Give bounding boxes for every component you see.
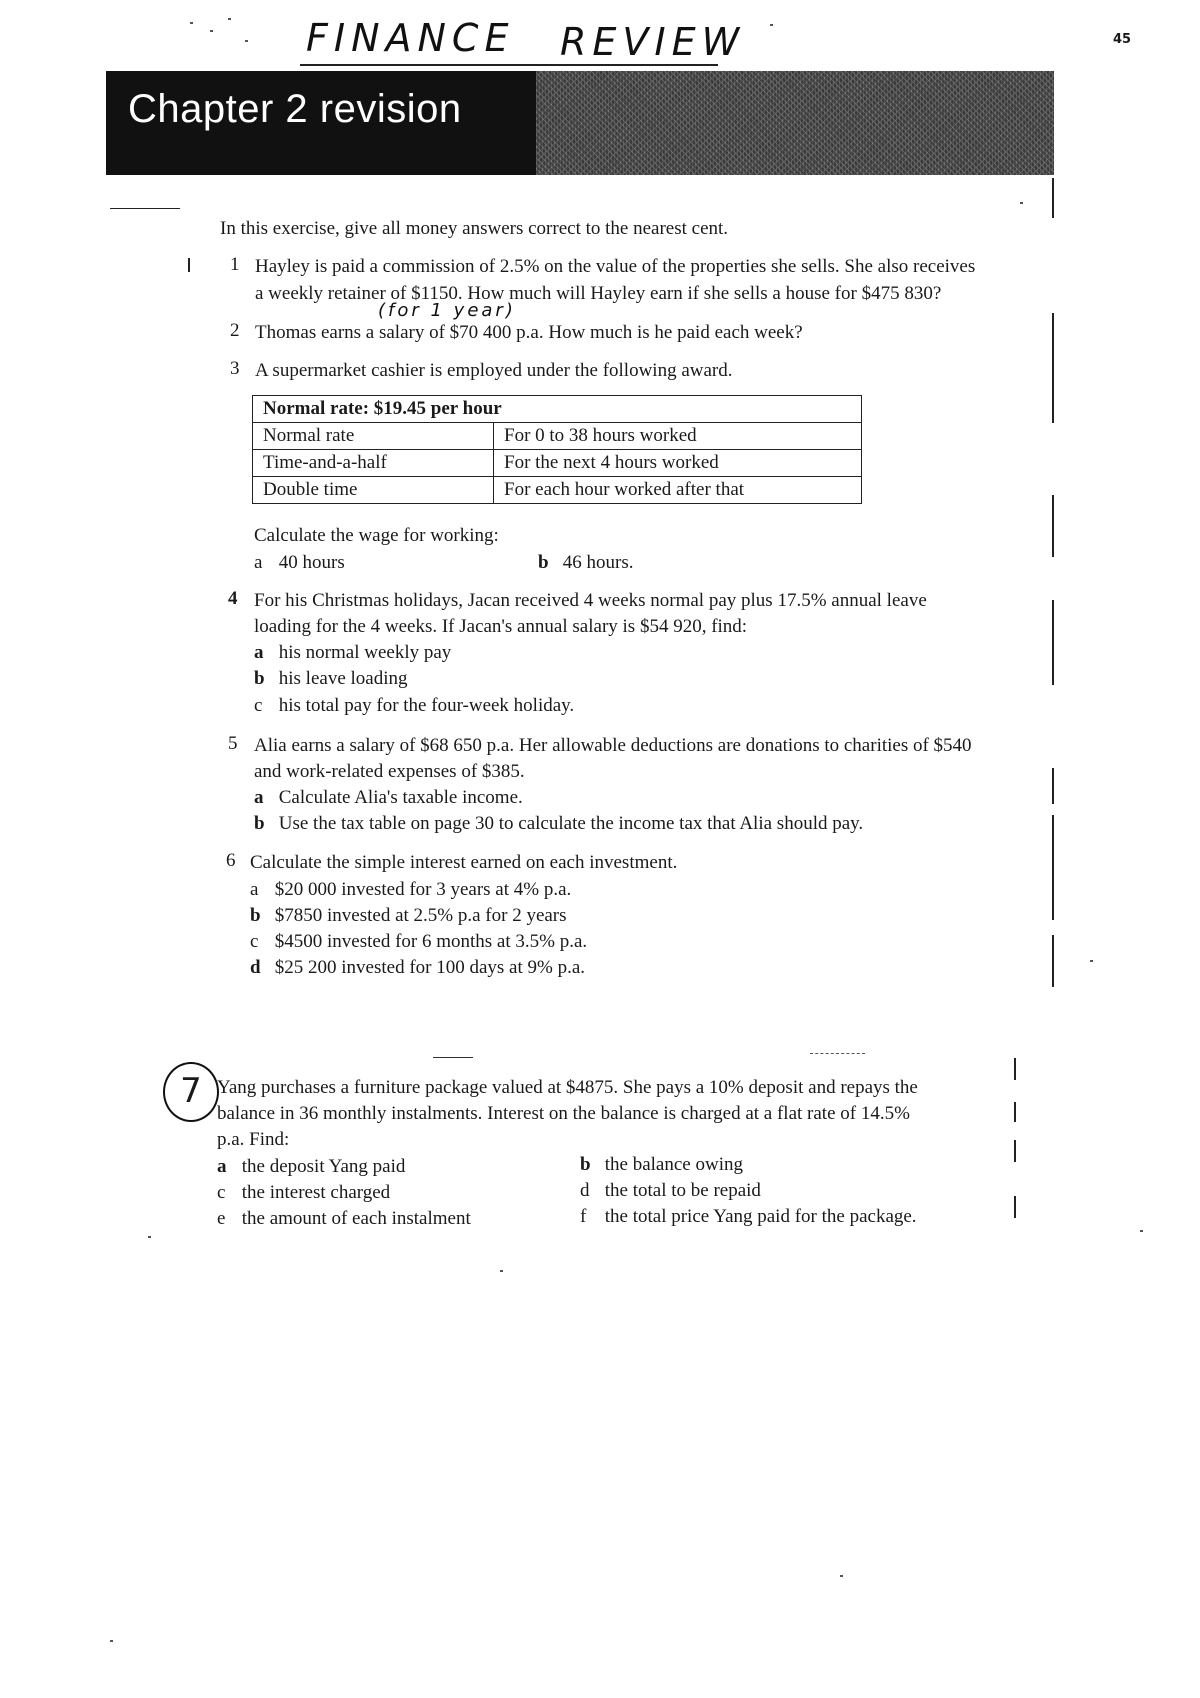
question-7-line-1: Yang purchases a furniture package valued at $4875. She pays a 10% deposit and repays the [217, 1077, 918, 1098]
table-cell-hours: For each hour worked after that [494, 477, 862, 504]
question-number: 3 [230, 358, 240, 379]
scan-speck [840, 1575, 843, 1577]
part-label: b [250, 905, 261, 926]
margin-bar [1052, 600, 1054, 685]
table-cell-rate: Normal rate [253, 423, 494, 450]
question-number: 2 [230, 320, 240, 341]
chapter-title: Chapter 2 revision [128, 87, 462, 131]
part-label: a [254, 642, 264, 663]
margin-bar [1014, 1058, 1016, 1080]
question-6-part-b [250, 903, 567, 929]
scan-speck [245, 40, 248, 42]
margin-bar [1052, 178, 1054, 218]
part-label: d [250, 957, 261, 978]
question-6-part-c [250, 929, 587, 955]
question-7-part-c [217, 1180, 390, 1206]
part-text: $4500 invested for 6 months at 3.5% p.a. [274, 931, 588, 952]
margin-bar [1052, 768, 1054, 804]
chapter-banner [106, 71, 1054, 175]
question-7-part-f [580, 1204, 917, 1230]
question-7-part-d [580, 1178, 761, 1204]
margin-dash [110, 208, 180, 209]
table-row [253, 423, 862, 450]
part-text: his leave loading [278, 668, 408, 689]
award-table-header-row [253, 396, 862, 423]
margin-bar [1014, 1196, 1016, 1218]
question-4-part-c [254, 693, 574, 719]
handwritten-title-finance: FINANCE [306, 16, 515, 60]
handwritten-title-review: REVIEW [560, 20, 746, 64]
part-text: the interest charged [241, 1182, 391, 1203]
table-row [253, 477, 862, 504]
part-text: his total pay for the four-week holiday. [278, 695, 575, 716]
part-text: the deposit Yang paid [241, 1156, 406, 1177]
margin-bar [1014, 1140, 1016, 1162]
question-5-line-1: Alia earns a salary of $68 650 p.a. Her allowable deductions are donations to charities of $540 [254, 735, 972, 756]
part-text: Calculate Alia's taxable income. [278, 787, 523, 808]
part-label: c [254, 695, 263, 716]
part-text: 40 hours [278, 552, 345, 573]
question-2-line-1: Thomas earns a salary of $70 400 p.a. How much is he paid each week? [255, 322, 803, 343]
margin-tick [188, 258, 190, 272]
question-7-line-2: balance in 36 monthly instalments. Interest on the balance is charged at a flat rate of 14.5% [217, 1103, 910, 1124]
question-7-line-3: p.a. Find: [217, 1129, 290, 1150]
question-3-part-b [538, 550, 633, 576]
margin-bar [1052, 495, 1054, 557]
question-number: 4 [228, 588, 238, 609]
separator-dash [433, 1057, 473, 1058]
circled-number-7: 7 [163, 1062, 219, 1122]
part-label: b [254, 668, 265, 689]
question-4-line-1: For his Christmas holidays, Jacan received 4 weeks normal pay plus 17.5% annual leave [254, 590, 927, 611]
part-text: $25 200 invested for 100 days at 9% p.a. [274, 957, 586, 978]
part-label: a [254, 787, 264, 808]
question-number: 5 [228, 733, 238, 754]
question-3-prompt: Calculate the wage for working: [254, 525, 499, 546]
part-label: d [580, 1180, 590, 1201]
question-1-line-1: Hayley is paid a commission of 2.5% on the value of the properties she sells. She also receives [255, 256, 976, 277]
question-4-part-b [254, 666, 408, 692]
scan-speck [1020, 202, 1023, 204]
part-label: b [580, 1154, 591, 1175]
question-5-part-a [254, 785, 523, 811]
part-label: b [538, 552, 549, 573]
scan-speck [500, 1270, 503, 1272]
question-7-part-b [580, 1152, 743, 1178]
part-text: $7850 invested at 2.5% p.a for 2 years [274, 905, 567, 926]
part-text: the balance owing [604, 1154, 743, 1175]
question-number: 1 [230, 254, 240, 275]
part-text: Use the tax table on page 30 to calculate the income tax that Alia should pay. [278, 813, 864, 834]
question-4-part-a [254, 640, 451, 666]
question-6-part-a [250, 877, 571, 903]
scan-speck [1140, 1230, 1143, 1232]
separator-dash [810, 1053, 865, 1054]
part-label: a [217, 1156, 227, 1177]
part-text: $20 000 invested for 3 years at 4% p.a. [274, 879, 572, 900]
scan-speck [1090, 960, 1093, 962]
part-label: a [254, 552, 263, 573]
part-label: b [254, 813, 265, 834]
table-cell-hours: For 0 to 38 hours worked [494, 423, 862, 450]
question-1-line-2: a weekly retainer of $1150. How much will Hayley earn if she sells a house for $475 830? [255, 283, 942, 304]
question-5-line-2: and work-related expenses of $385. [254, 761, 525, 782]
question-3-part-a [254, 550, 345, 576]
scan-speck [190, 22, 193, 24]
margin-bar [1052, 313, 1054, 423]
table-cell-hours: For the next 4 hours worked [494, 450, 862, 477]
part-text: the amount of each instalment [241, 1208, 471, 1229]
page-number: 45 [1113, 32, 1132, 47]
question-6-line-1: Calculate the simple interest earned on each investment. [250, 852, 678, 873]
question-5-part-b [254, 811, 863, 837]
part-text: the total price Yang paid for the package. [604, 1206, 917, 1227]
part-label: c [250, 931, 259, 952]
part-label: a [250, 879, 259, 900]
margin-bar [1052, 815, 1054, 880]
part-label: c [217, 1182, 226, 1203]
award-table-header: Normal rate: $19.45 per hour [253, 396, 862, 423]
margin-bar [1052, 875, 1054, 920]
part-label: f [580, 1206, 587, 1227]
part-label: e [217, 1208, 226, 1229]
scan-speck [210, 30, 213, 32]
margin-bar [1052, 935, 1054, 987]
scan-speck [770, 24, 773, 26]
banner-texture [536, 71, 1054, 175]
award-rate-table [252, 395, 862, 504]
scan-speck [228, 18, 231, 20]
scan-speck [148, 1236, 151, 1238]
question-7-part-e [217, 1206, 471, 1232]
question-3-line-1: A supermarket cashier is employed under the following award. [255, 360, 733, 381]
table-cell-rate: Time-and-a-half [253, 450, 494, 477]
margin-bar [1014, 1102, 1016, 1122]
part-text: 46 hours. [562, 552, 634, 573]
question-7-part-a [217, 1154, 405, 1180]
table-row [253, 450, 862, 477]
part-text: his normal weekly pay [278, 642, 452, 663]
table-cell-rate: Double time [253, 477, 494, 504]
scan-speck [110, 1640, 113, 1642]
question-4-line-2: loading for the 4 weeks. If Jacan's annual salary is $54 920, find: [254, 616, 748, 637]
part-text: the total to be repaid [604, 1180, 761, 1201]
handwritten-note: (for 1 year) [378, 300, 516, 321]
question-number: 6 [226, 850, 236, 871]
handwritten-underline [300, 64, 718, 66]
instructions: In this exercise, give all money answers correct to the nearest cent. [220, 218, 729, 239]
question-6-part-d [250, 955, 585, 981]
